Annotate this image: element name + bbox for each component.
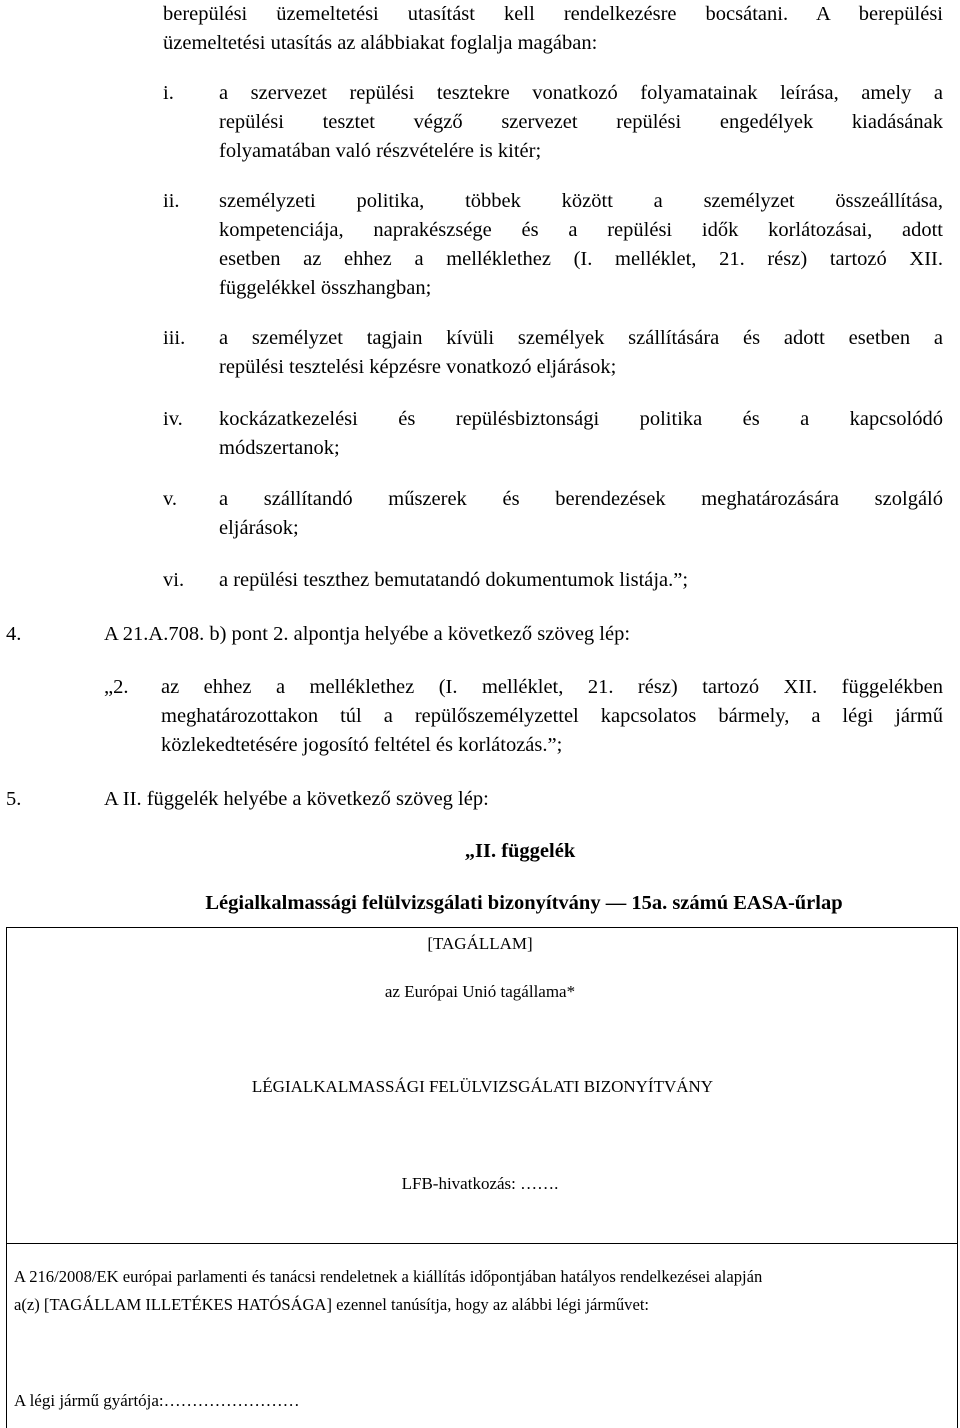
list-number-vi: vi. xyxy=(163,569,185,591)
list-item-i-line-3: folyamatában való részvételére is kitér; xyxy=(219,140,542,162)
form-statement-line-1: A 216/2008/EK európai parlamenti és tanácsi rendeletnek a kiállítás időpontjában hatályos rendelkezései alapján xyxy=(14,1267,763,1286)
list-item-i-line-1: a szervezet repülési tesztekre vonatkozó folyamatainak leírása, amely a xyxy=(219,82,943,104)
point-5-text: A II. függelék helyébe a következő szöveg lép: xyxy=(104,788,489,810)
point-4-number: 4. xyxy=(6,623,22,645)
form-lfb-ref: LFB-hivatkozás: ……. xyxy=(401,1174,559,1193)
list-number-i: i. xyxy=(163,82,174,104)
point-5-number: 5. xyxy=(6,788,22,810)
form-divider xyxy=(6,1243,958,1244)
point-4-text: A 21.A.708. b) pont 2. alpontja helyébe a következő szöveg lép: xyxy=(104,623,631,645)
list-item-iii-line-2: repülési tesztelési képzésre vonatkozó eljárások; xyxy=(219,356,617,378)
list-number-iv: iv. xyxy=(163,408,183,430)
list-item-ii-line-1: személyzeti politika, többek között a személyzet összeállítása, xyxy=(219,190,943,212)
list-item-v-line-2: eljárások; xyxy=(219,517,299,539)
form-manufacturer-label: A légi jármű gyártója:…………………… xyxy=(14,1391,300,1410)
list-item-iv-line-1: kockázatkezelési és repülésbiztonsági politika és a kapcsolódó xyxy=(219,408,943,430)
list-item-ii-line-4: függelékkel összhangban; xyxy=(219,277,432,299)
intro-line-1: berepülési üzemeltetési utasítást kell rendelkezésre bocsátani. A berepülési xyxy=(163,3,943,25)
appendix-subtitle: Légialkalmassági felülvizsgálati bizonyítvány — 15a. számú EASA-űrlap xyxy=(205,892,843,914)
form-state: [TAGÁLLAM] xyxy=(427,934,533,953)
point-4-sub-line-2: meghatározottakon túl a repülőszemélyzettel kapcsolatos bármely, a légi jármű xyxy=(161,705,943,727)
list-item-v-line-1: a szállítandó műszerek és berendezések meghatározására szolgáló xyxy=(219,488,943,510)
appendix-title: „II. függelék xyxy=(464,840,576,862)
list-item-iv-line-2: módszertanok; xyxy=(219,437,340,459)
point-4-sub-number: „2. xyxy=(104,676,129,698)
list-item-i-line-2: repülési tesztet végző szervezet repülési engedélyek kiadásának xyxy=(219,111,943,133)
list-item-ii-line-2: kompetenciája, naprakészsége és a repülési idők korlátozásai, adott xyxy=(219,219,943,241)
form-certificate-title: LÉGIALKALMASSÁGI FELÜLVIZSGÁLATI BIZONYÍTVÁNY xyxy=(251,1077,714,1096)
point-4-sub-line-3: közlekedtetésére jogosító feltétel és korlátozás.”; xyxy=(161,734,563,756)
list-item-iii-line-1: a személyzet tagjain kívüli személyek szállítására és adott esetben a xyxy=(219,327,943,349)
list-item-ii-line-3: esetben az ehhez a melléklethez (I. melléklet, 21. rész) tartozó XII. xyxy=(219,248,943,270)
point-4-sub-line-1: az ehhez a melléklethez (I. melléklet, 21. rész) tartozó XII. függelékben xyxy=(161,676,943,698)
list-number-iii: iii. xyxy=(163,327,186,349)
list-number-v: v. xyxy=(163,488,178,510)
list-number-ii: ii. xyxy=(163,190,180,212)
list-item-vi-line-1: a repülési teszthez bemutatandó dokumentumok listája.”; xyxy=(219,569,689,591)
form-eu-member: az Európai Unió tagállama* xyxy=(384,982,576,1001)
form-statement-line-2: a(z) [TAGÁLLAM ILLETÉKES HATÓSÁGA] ezennel tanúsítja, hogy az alábbi légi járművet: xyxy=(14,1295,650,1314)
intro-line-2: üzemeltetési utasítás az alábbiakat foglalja magában: xyxy=(163,32,598,54)
